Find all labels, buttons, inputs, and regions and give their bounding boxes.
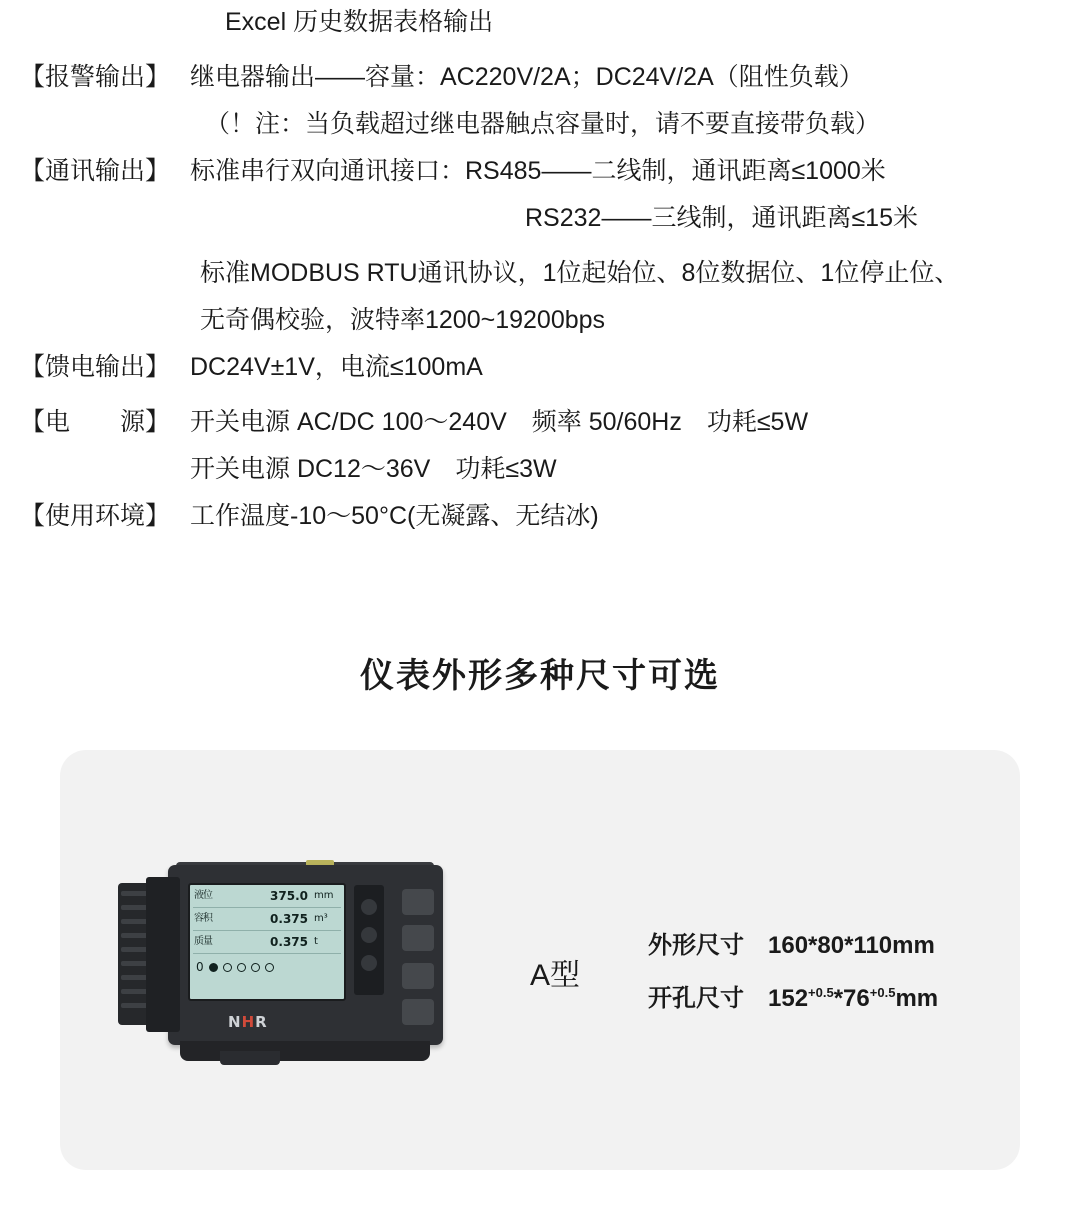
device-right-keys xyxy=(398,883,438,1033)
spec-note-alarm: （！注：当负载超过继电器触点容量时，请不要直接带负载） xyxy=(205,110,881,138)
spec-row-alarm-output xyxy=(0,65,1080,90)
dimension-label: 开孔尺寸 xyxy=(648,985,744,1012)
lcd-row-label: 液位 xyxy=(194,890,212,901)
device-bottom-edge xyxy=(180,1041,430,1061)
dimension-value xyxy=(768,985,938,1013)
device-lcd-screen xyxy=(188,883,346,1001)
spec-row-communication-output xyxy=(0,159,1080,184)
spec-value: DC24V±1V，电流≤100mA xyxy=(190,353,483,381)
device-brand-logo: NHR xyxy=(228,1013,268,1031)
device-foot xyxy=(220,1051,280,1065)
product-card xyxy=(60,750,1020,1170)
lcd-row-value: 375.0 xyxy=(270,889,308,903)
dimension-row-outline xyxy=(648,925,938,960)
lcd-row xyxy=(190,908,344,930)
spec-row-power-feed-output xyxy=(0,355,1080,380)
lcd-status-leading: 0 xyxy=(196,960,204,974)
dimension-row-cutout xyxy=(648,978,938,1013)
cutout-unit: mm xyxy=(895,985,939,1012)
lcd-row-label: 质量 xyxy=(194,936,212,947)
status-dot-icon xyxy=(265,963,274,972)
cutout-height: *76 xyxy=(833,985,870,1012)
device-button-panel xyxy=(354,885,384,995)
lcd-row-unit: m³ xyxy=(314,913,328,924)
spec-value: 标准串行双向通讯接口：RS485——二线制，通讯距离≤1000米 xyxy=(190,157,886,185)
status-dot-icon xyxy=(251,963,260,972)
dimension-label: 外形尺寸 xyxy=(648,932,744,959)
lcd-row xyxy=(190,885,344,907)
cutout-width: 152 xyxy=(768,985,809,1012)
spec-cont-baudrate: 无奇偶校验，波特率1200~19200bps xyxy=(200,306,606,334)
cutout-width-tolerance: +0.5 xyxy=(808,985,834,1000)
lcd-row xyxy=(190,931,344,953)
spec-label: 【电 源】 xyxy=(20,408,171,436)
lcd-row-unit: mm xyxy=(314,890,334,901)
intro-line: Excel 历史数据表格输出 xyxy=(225,8,494,36)
section-title: 仪表外形多种尺寸可选 xyxy=(360,657,720,695)
spec-value: 工作温度-10～50°C(无凝露、无结冰) xyxy=(190,502,599,530)
status-dot-icon xyxy=(223,963,232,972)
spec-row-power-supply xyxy=(0,410,1080,435)
lcd-row-label: 容积 xyxy=(194,913,212,924)
lcd-row-value: 0.375 xyxy=(270,935,308,949)
cutout-height-tolerance: +0.5 xyxy=(869,985,896,1000)
device-side-panel xyxy=(146,877,180,1032)
device-illustration xyxy=(110,855,460,1070)
status-dot-icon xyxy=(237,963,246,972)
lcd-status-row xyxy=(190,954,344,974)
spec-cont-rs232: RS232——三线制，通讯距离≤15米 xyxy=(525,204,918,232)
product-model-label: A型 xyxy=(530,959,581,992)
spec-label: 【馈电输出】 xyxy=(20,353,171,381)
dimension-value: 160*80*110mm xyxy=(768,932,935,959)
lcd-row-unit: t xyxy=(314,936,318,947)
lcd-row-value: 0.375 xyxy=(270,912,308,926)
dimension-list xyxy=(648,925,938,1031)
spec-label: 【报警输出】 xyxy=(20,63,171,91)
spec-value: 开关电源 AC/DC 100～240V 频率 50/60Hz 功耗≤5W xyxy=(190,408,809,436)
status-dot-icon xyxy=(209,963,218,972)
spec-row-operating-environment xyxy=(0,504,1080,529)
spec-label: 【通讯输出】 xyxy=(20,157,171,185)
spec-cont-modbus: 标准MODBUS RTU通讯协议，1位起始位、8位数据位、1位停止位、 xyxy=(200,259,960,287)
spec-label: 【使用环境】 xyxy=(20,502,171,530)
specification-list xyxy=(0,0,1080,529)
spec-value: 继电器输出——容量：AC220V/2A；DC24V/2A（阻性负载） xyxy=(190,63,864,91)
spec-cont-power-dc: 开关电源 DC12～36V 功耗≤3W xyxy=(190,455,557,483)
